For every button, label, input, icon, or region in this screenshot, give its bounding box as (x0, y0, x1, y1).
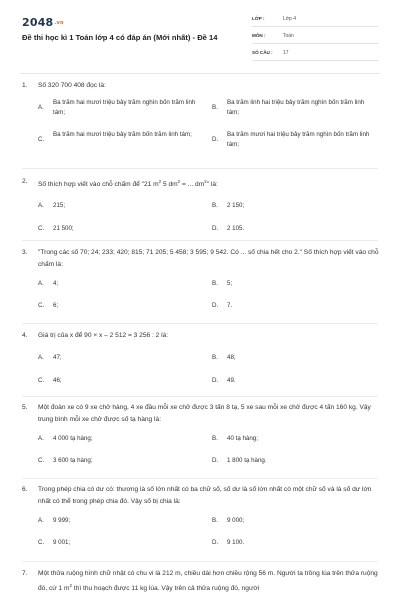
question-stem (22, 484, 382, 508)
question-text: Một đoàn xe có 9 xe chở hàng, 4 xe đầu mỗi xe chở được 3 tấn 8 tạ, 5 xe sau mỗi xe chở được 4 tấn 160 kg. Vậy trung bình mỗi xe chở được số tạ hàng là: (38, 404, 371, 423)
option-text: 4; (53, 280, 59, 287)
question-separator (22, 478, 378, 479)
question-text: Một thửa ruộng hình chữ nhật có chu vi là 212 m, chiều dài hơn chiều rộng 56 m. Người ta trồng lúa trên thửa ruộng đó, cứ 1 $m^2$ thì thu hoạch được 11 kg lúa. Vậy trên cả thửa ruộng đó, người (38, 570, 378, 593)
question-number: 7. (22, 570, 28, 577)
option-text: 1 800 tạ hàng. (227, 457, 267, 464)
question-separator (22, 168, 378, 169)
question-text: Giá trị của x để 90 × x – 2 512 = 3 256 : 2 là: (38, 332, 169, 339)
meta-label: LỚP : (252, 16, 265, 21)
header-divider (20, 73, 380, 74)
option-label: A. (38, 517, 44, 524)
option-label: D. (212, 302, 219, 309)
options (38, 508, 382, 554)
question-separator (22, 561, 378, 562)
option-label: D. (212, 136, 219, 143)
meta-value: 17 (283, 50, 289, 56)
option-label: B. (212, 104, 218, 111)
option-label: B. (212, 517, 218, 524)
meta-value: Toán (283, 33, 294, 39)
question-stem (22, 330, 382, 342)
page-title: Đề thi học kì 1 Toán lớp 4 có đáp án (Mới nhất) - Đề 14 (22, 33, 218, 42)
option-text: 9 001; (53, 539, 71, 546)
option-text: 7. (227, 302, 233, 309)
option-label: D. (212, 377, 219, 384)
option-text: Ba trăm mươi hai triệu bảy trăm nghìn bốn trăm linh tám; (227, 131, 370, 148)
option-text: 2 105. (227, 225, 245, 233)
option-text: 6; (53, 302, 59, 309)
question-5 (22, 402, 382, 472)
question-text: Trong phép chia có dư có: thương là số lớn nhất có ba chữ số, số dư là số lớn nhất có một chữ số và là số dư lớn nhất có thể trong phép chia đó. Vậy số bị chia là: (38, 486, 372, 505)
question-separator (22, 323, 378, 324)
options (38, 342, 382, 390)
question-stem (22, 247, 382, 271)
question-number: 2. (22, 178, 28, 185)
option-label: C. (38, 225, 45, 233)
option-text: Ba trăm linh hai triệu bảy trăm nghìn bốn trăm linh tám; (227, 99, 365, 116)
site-logo[interactable]: 2048.vn (22, 16, 64, 29)
question-separator (22, 240, 378, 241)
option-label: A. (38, 354, 44, 361)
question-text: Số 320 700 408 đọc là: (38, 82, 106, 89)
meta-label: MÔN : (252, 33, 266, 38)
option-text: 215; (53, 202, 66, 210)
option-text: 21 500; (53, 225, 74, 233)
option-label: A. (38, 104, 44, 111)
option-text: 47; (53, 354, 62, 361)
question-1 (22, 80, 382, 152)
option-text: 4 000 tạ hàng; (53, 435, 93, 442)
option-label: C. (38, 136, 45, 143)
option-label: D. (212, 225, 219, 233)
question-stem (22, 176, 382, 191)
option-text: 46; (53, 377, 62, 384)
question-number: 6. (22, 486, 28, 493)
question-number: 4. (22, 332, 28, 339)
option-label: D. (212, 539, 219, 546)
exam-meta-table (252, 12, 378, 63)
option-text: 3 600 tạ hàng; (53, 457, 93, 464)
option-text: 48; (227, 354, 236, 361)
question-stem (22, 80, 382, 92)
question-number: 3. (22, 249, 28, 256)
option-text: 40 tạ hàng; (227, 435, 258, 442)
meta-value: Lớp 4 (283, 16, 297, 22)
meta-row-question-count (252, 46, 378, 61)
question-7 (22, 568, 382, 595)
question-2 (22, 176, 382, 239)
option-text: 9 100. (227, 539, 245, 546)
option-label: B. (212, 202, 218, 210)
option-text: 9 000; (227, 517, 245, 524)
option-label: B. (212, 354, 218, 361)
option-label: A. (38, 435, 44, 442)
option-label: C. (38, 377, 45, 384)
options (38, 92, 382, 152)
meta-row-subject (252, 29, 378, 44)
question-text: Số thích hợp viết vào chỗ chấm để "21 $m^2$ 5 $dm^2$ = ... $dm^2$" là: (38, 179, 218, 189)
question-stem (22, 568, 382, 595)
option-label: A. (38, 280, 44, 287)
option-text: Ba trăm hai mươi triệu bảy trăm bốn trăm linh tám; (53, 131, 192, 138)
option-text: 9 999; (53, 517, 71, 524)
options (38, 426, 382, 472)
options (38, 191, 382, 239)
question-separator (22, 396, 378, 397)
question-4 (22, 330, 382, 390)
option-label: C. (38, 539, 45, 546)
question-stem (22, 402, 382, 426)
question-text: "Trong các số 70; 24; 233; 420; 815; 71 205; 5 458; 3 595; 9 542. Có ... số chia hết cho 2." Số thích hợp viết vào chỗ chấm là: (38, 249, 379, 268)
option-label: C. (38, 302, 45, 309)
options (38, 271, 382, 321)
question-number: 5. (22, 404, 28, 411)
question-3 (22, 247, 382, 321)
option-label: D. (212, 457, 219, 464)
meta-label: SỐ CÂU : (252, 50, 273, 55)
option-text: 2 150; (227, 202, 245, 210)
option-label: C. (38, 457, 45, 464)
question-6 (22, 484, 382, 554)
option-label: B. (212, 435, 218, 442)
option-text: Ba trăm hai mươi triệu bảy trăm nghìn bốn trăm linh tám; (53, 99, 196, 116)
document-header (0, 0, 400, 72)
question-number: 1. (22, 82, 28, 89)
meta-row-grade (252, 12, 378, 27)
option-label: B. (212, 280, 218, 287)
option-text: 5; (227, 280, 233, 287)
option-label: A. (38, 202, 44, 210)
option-text: 49. (227, 377, 236, 384)
